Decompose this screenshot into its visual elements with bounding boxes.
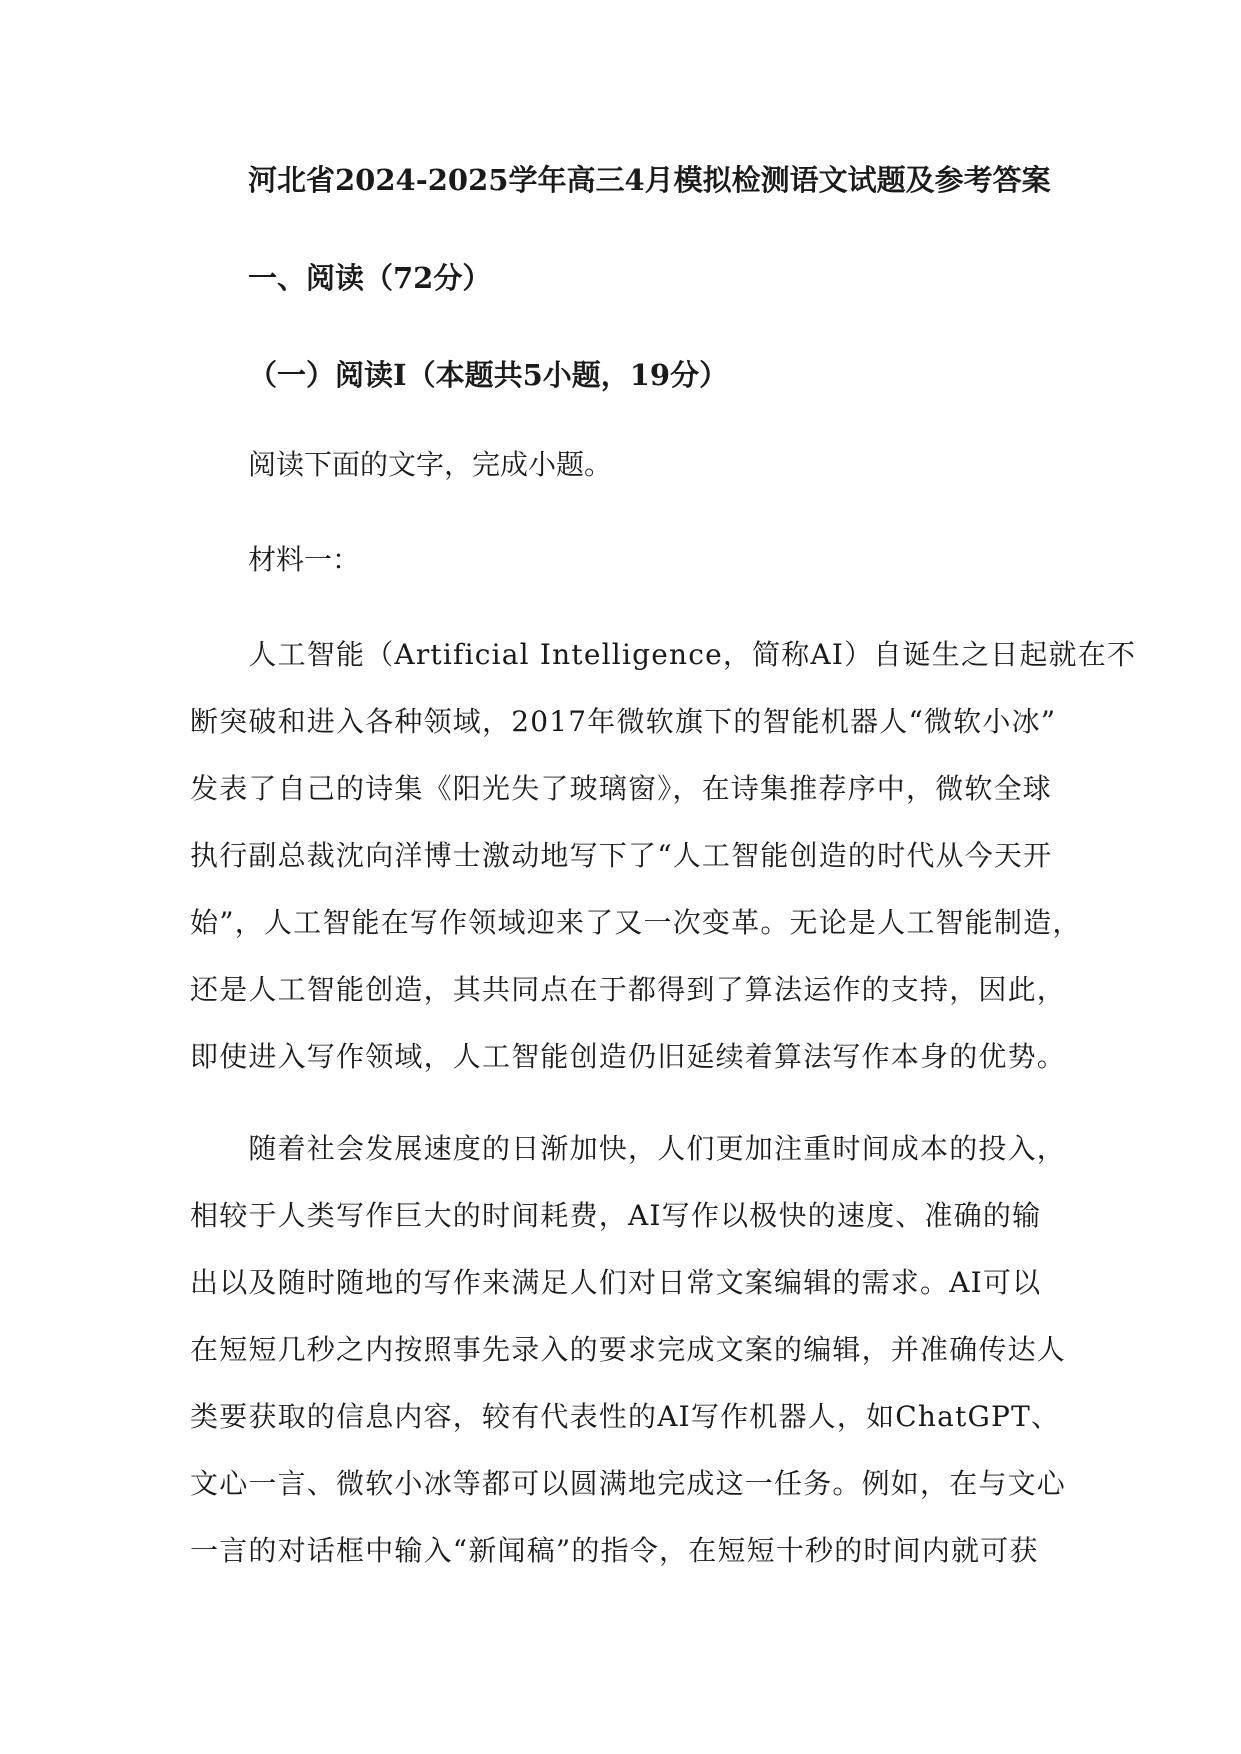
paragraph-line: 执行副总裁沈向洋博士激动地写下了“人工智能创造的时代从今天开 (190, 839, 1053, 872)
paragraph (190, 1115, 1067, 1584)
paragraph (190, 621, 1137, 1090)
paragraph-line: 类要获取的信息内容，较有代表性的AI写作机器人，如ChatGPT、 (190, 1400, 1061, 1433)
paragraph-line: 相较于人类写作巨大的时间耗费，AI写作以极快的速度、准确的输 (190, 1199, 1042, 1232)
paragraph-line: 始”，人工智能在写作领域迎来了又一次变革。无论是人工智能制造， (190, 906, 1082, 939)
paragraph-line: 在短短几秒之内按照事先录入的要求完成文案的编辑，并准确传达人 (190, 1333, 1067, 1366)
subsection-heading-reading-1: （一）阅读Ⅰ（本题共5小题，19分） (248, 358, 729, 392)
paragraph-line: 断突破和进入各种领域，2017年微软旗下的智能机器人“微软小冰” (190, 705, 1057, 738)
paragraph-line: 即使进入写作领域，人工智能创造仍旧延续着算法写作本身的优势。 (190, 1040, 1067, 1073)
reading-instruction: 阅读下面的文字，完成小题。 (248, 448, 613, 481)
paragraph-line: 出以及随时随地的写作来满足人们对日常文案编辑的需求。AI可以 (190, 1266, 1042, 1299)
paragraph-line: 发表了自己的诗集《阳光失了玻璃窗》，在诗集推荐序中，微软全球 (190, 772, 1053, 805)
paragraph-line: 人工智能（Artificial Intelligence，简称AI）自诞生之日起就在不 (190, 638, 1137, 671)
document-title: 河北省2024-2025学年高三4月模拟检测语文试题及参考答案 (248, 163, 1051, 197)
material-label: 材料一： (248, 543, 361, 576)
paragraph-line: 文心一言、微软小冰等都可以圆满地完成这一任务。例如，在与文心 (190, 1467, 1067, 1500)
paragraph-line: 还是人工智能创造，其共同点在于都得到了算法运作的支持，因此， (190, 973, 1067, 1006)
section-heading-reading: 一、阅读（72分） (248, 261, 492, 295)
paragraph-line: 随着社会发展速度的日渐加快，人们更加注重时间成本的投入， (190, 1132, 1067, 1165)
paragraph-line: 一言的对话框中输入“新闻稿”的指令，在短短十秒的时间内就可获 (190, 1534, 1039, 1567)
